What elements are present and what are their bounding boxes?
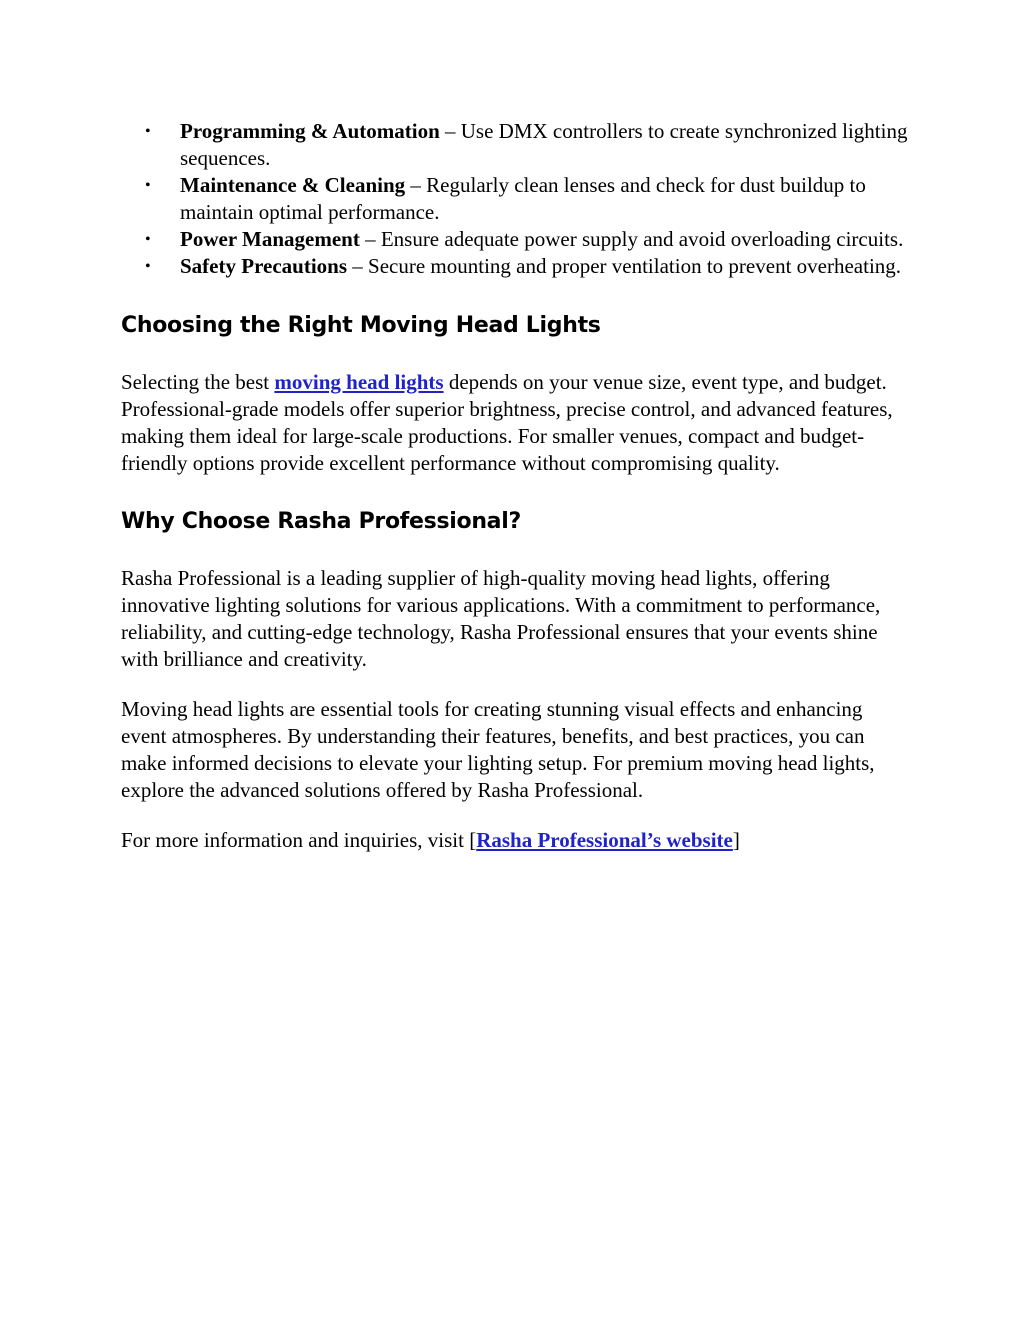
paragraph-summary: Moving head lights are essential tools for creating stunning visual effects and enhancing event atmospheres. By understanding their features, benefits, and best practices, you can make informed decisions to elevate your lighting setup. For premium moving head lights, explore the advanced solutions offered by Rasha Professional. bbox=[121, 697, 875, 802]
best-practices-list bbox=[121, 118, 911, 280]
list-item-safety-precautions bbox=[121, 253, 911, 280]
heading-choosing-right-lights: Choosing the Right Moving Head Lights bbox=[121, 313, 601, 338]
bullet-icon: • bbox=[145, 177, 151, 194]
paragraph-text: ] bbox=[732, 828, 740, 852]
paragraph-choosing bbox=[121, 369, 911, 477]
paragraph-text: depends on your venue size, event type, and budget. Professional-grade models offer superior brightness, precise control, and advanced features, making them ideal for large-scale productions. For smaller venues, compact and budget-friendly options provide excellent performance without compromising quality. bbox=[121, 370, 893, 475]
list-item-maintenance-cleaning bbox=[121, 172, 911, 226]
list-item-term: Programming & Automation bbox=[180, 119, 440, 143]
list-item-text: – Regularly clean lenses and check for dust buildup to maintain optimal performance. bbox=[180, 173, 866, 224]
bullet-icon: • bbox=[145, 231, 151, 248]
bullet-icon: • bbox=[145, 123, 151, 140]
list-item-term: Power Management bbox=[180, 227, 360, 251]
list-item-text: – Use DMX controllers to create synchronized lighting sequences. bbox=[180, 119, 908, 170]
list-item-programming-automation bbox=[121, 118, 911, 172]
bullet-icon: • bbox=[145, 258, 151, 275]
heading-why-choose-rasha: Why Choose Rasha Professional? bbox=[121, 509, 521, 534]
moving-head-lights-link[interactable]: moving head lights bbox=[274, 370, 444, 394]
list-item-text: – Secure mounting and proper ventilation to prevent overheating. bbox=[347, 254, 902, 278]
list-item-power-management bbox=[121, 226, 911, 253]
paragraph-text: For more information and inquiries, visit [ bbox=[121, 828, 477, 852]
paragraph-more-info bbox=[121, 827, 911, 854]
list-item-term: Safety Precautions bbox=[180, 254, 348, 278]
list-item-term: Maintenance & Cleaning bbox=[180, 173, 406, 197]
paragraph-text: Selecting the best bbox=[121, 370, 275, 394]
list-item-text: – Ensure adequate power supply and avoid overloading circuits. bbox=[359, 227, 904, 251]
document-page bbox=[121, 118, 911, 854]
paragraph-about-rasha: Rasha Professional is a leading supplier of high-quality moving head lights, offering innovative lighting solutions for various applications. With a commitment to performance, reliability, and cutting-edge technology, Rasha Professional ensures that your events shine with brilliance and creativity. bbox=[121, 566, 881, 671]
rasha-website-link[interactable]: Rasha Professional’s website bbox=[476, 828, 733, 852]
